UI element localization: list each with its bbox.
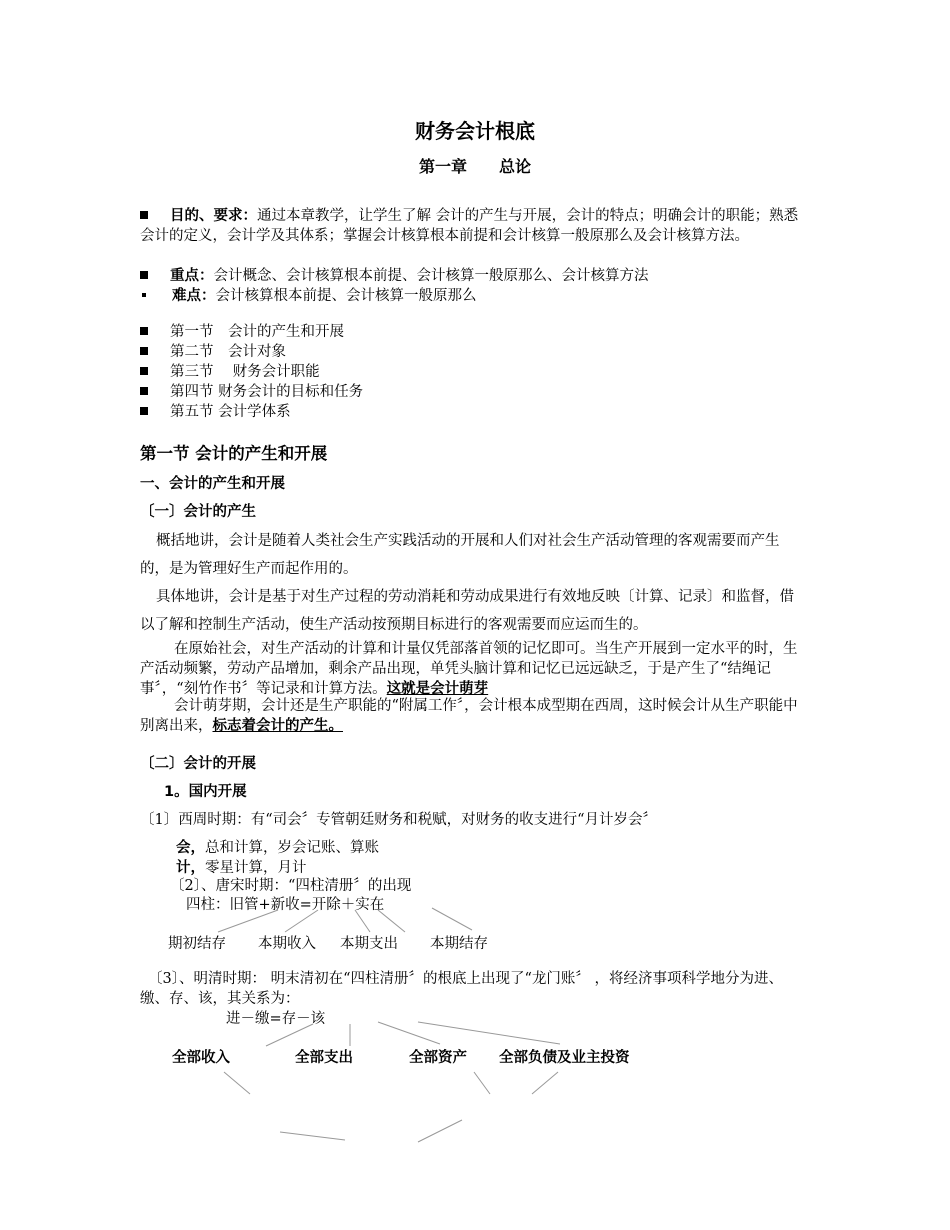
connector-line xyxy=(280,1132,345,1140)
list-item: 〔3〕、明清时期： 明末清初在“四柱清册〞的根底上出现了“龙门账〞 ，将经济事项科学地分为进、缴、存、该，其关系为： xyxy=(140,971,784,1007)
section-list-item: 第一节 会计的产生和开展 xyxy=(140,322,363,342)
key-points: 重点：会计概念、会计核算根本前提、会计核算一般原那么、会计核算方法 xyxy=(140,264,649,285)
connector-line xyxy=(378,910,405,932)
paragraph: 会计萌芽期，会计还是生产职能的“附属工作〞，会计根本成型期在西周，这时候会计从生产职能中别离出来，标志着会计的产生。 xyxy=(140,698,798,734)
connector-line xyxy=(532,1072,558,1094)
objectives-text: 通过本章教学，让学生了解 会计的产生与开展，会计的特点；明确会计的职能；熟悉会计的定义，会计学及其体系；掌握会计核算根本前提和会计核算一般原那么及会计核算方法。 xyxy=(140,208,799,244)
subheading: 一、会计的产生和开展 xyxy=(140,476,285,492)
longmen-term: 全部负债及业主投资 xyxy=(499,1050,630,1066)
document-title: 财务会计根底 xyxy=(415,119,535,143)
list-item: 〔2〕、唐宋时期：“四柱清册〞的出现 xyxy=(170,878,412,894)
difficulties: 难点：会计核算根本前提、会计核算一般原那么 xyxy=(140,284,477,305)
chapter-title: 第一章 总论 xyxy=(418,157,531,176)
paragraph: 在原始社会，对生产活动的计算和计量仅凭部落首领的记忆即可。当生产开展到一定水平的时，生产活动频繁，劳动产品增加，剩余产品出现，单凭头脑计算和记忆已远远缺乏，于是产生了“结绳记事〞，“刻竹作书〞等记录和计算方法。这就是会计萌芽 xyxy=(140,641,798,697)
connector-line xyxy=(418,1022,560,1044)
subheading: 〔二〕会计的开展 xyxy=(140,756,256,772)
section-list-item: 第二节 会计对象 xyxy=(140,342,363,362)
subheading: 1。国内开展 xyxy=(164,784,247,800)
sizhu-term: 本期结存 xyxy=(430,936,488,952)
section-heading: 第一节 会计的产生和开展 xyxy=(140,444,328,463)
sizhu-term: 本期支出 xyxy=(340,936,398,952)
sizhu-term: 本期收入 xyxy=(258,936,316,952)
connector-line xyxy=(474,1072,490,1094)
connector-line xyxy=(432,908,472,930)
connector-line xyxy=(266,1024,313,1046)
section-list-item: 第四节 财务会计的目标和任务 xyxy=(140,382,363,402)
connector-line xyxy=(378,1022,440,1044)
longmen-term: 全部资产 xyxy=(409,1050,467,1066)
objectives-label: 目的、要求： xyxy=(170,207,257,224)
longmen-term: 全部收入 xyxy=(172,1050,230,1066)
connector-line xyxy=(218,910,278,932)
paragraph: 具体地讲，会计是基于对生产过程的劳动消耗和劳动成果进行有效地反映〔计算、记录〕和监督，借以了解和控制生产活动，使生产活动按预期目标进行的客观需要而应运而生的。 xyxy=(140,589,794,633)
sizhu-formula: 四柱：旧管+新收=开除＋实在 xyxy=(186,897,385,913)
connector-line xyxy=(224,1072,250,1094)
paragraph: 概括地讲，会计是随着人类社会生产实践活动的开展和人们对社会生产活动管理的客观需要而产生的，是为管理好生产而起作用的。 xyxy=(140,533,780,577)
sizhu-term: 期初结存 xyxy=(168,936,226,952)
definition-ji: 计，零星计算，月计 xyxy=(176,859,307,876)
connector-line xyxy=(355,910,370,932)
emphasis-text: 这就是会计萌芽 xyxy=(386,680,489,697)
section-list-item: 第五节 会计学体系 xyxy=(140,402,363,422)
longmen-formula: 进－缴=存－该 xyxy=(226,1011,326,1027)
section-list-item: 第三节 财务会计职能 xyxy=(140,362,363,382)
connector-line xyxy=(285,910,318,932)
emphasis-text: 标志着会计的产生。 xyxy=(212,717,343,734)
definition-hui: 会，总和计算，岁会记账、算账 xyxy=(176,839,379,856)
longmen-term: 全部支出 xyxy=(295,1050,353,1066)
list-item: 〔1〕西周时期：有“司会〞专管朝廷财务和税赋，对财务的收支进行“月计岁会〞 xyxy=(140,812,658,828)
connector-line xyxy=(418,1120,462,1142)
subheading: 〔一〕会计的产生 xyxy=(140,504,256,520)
